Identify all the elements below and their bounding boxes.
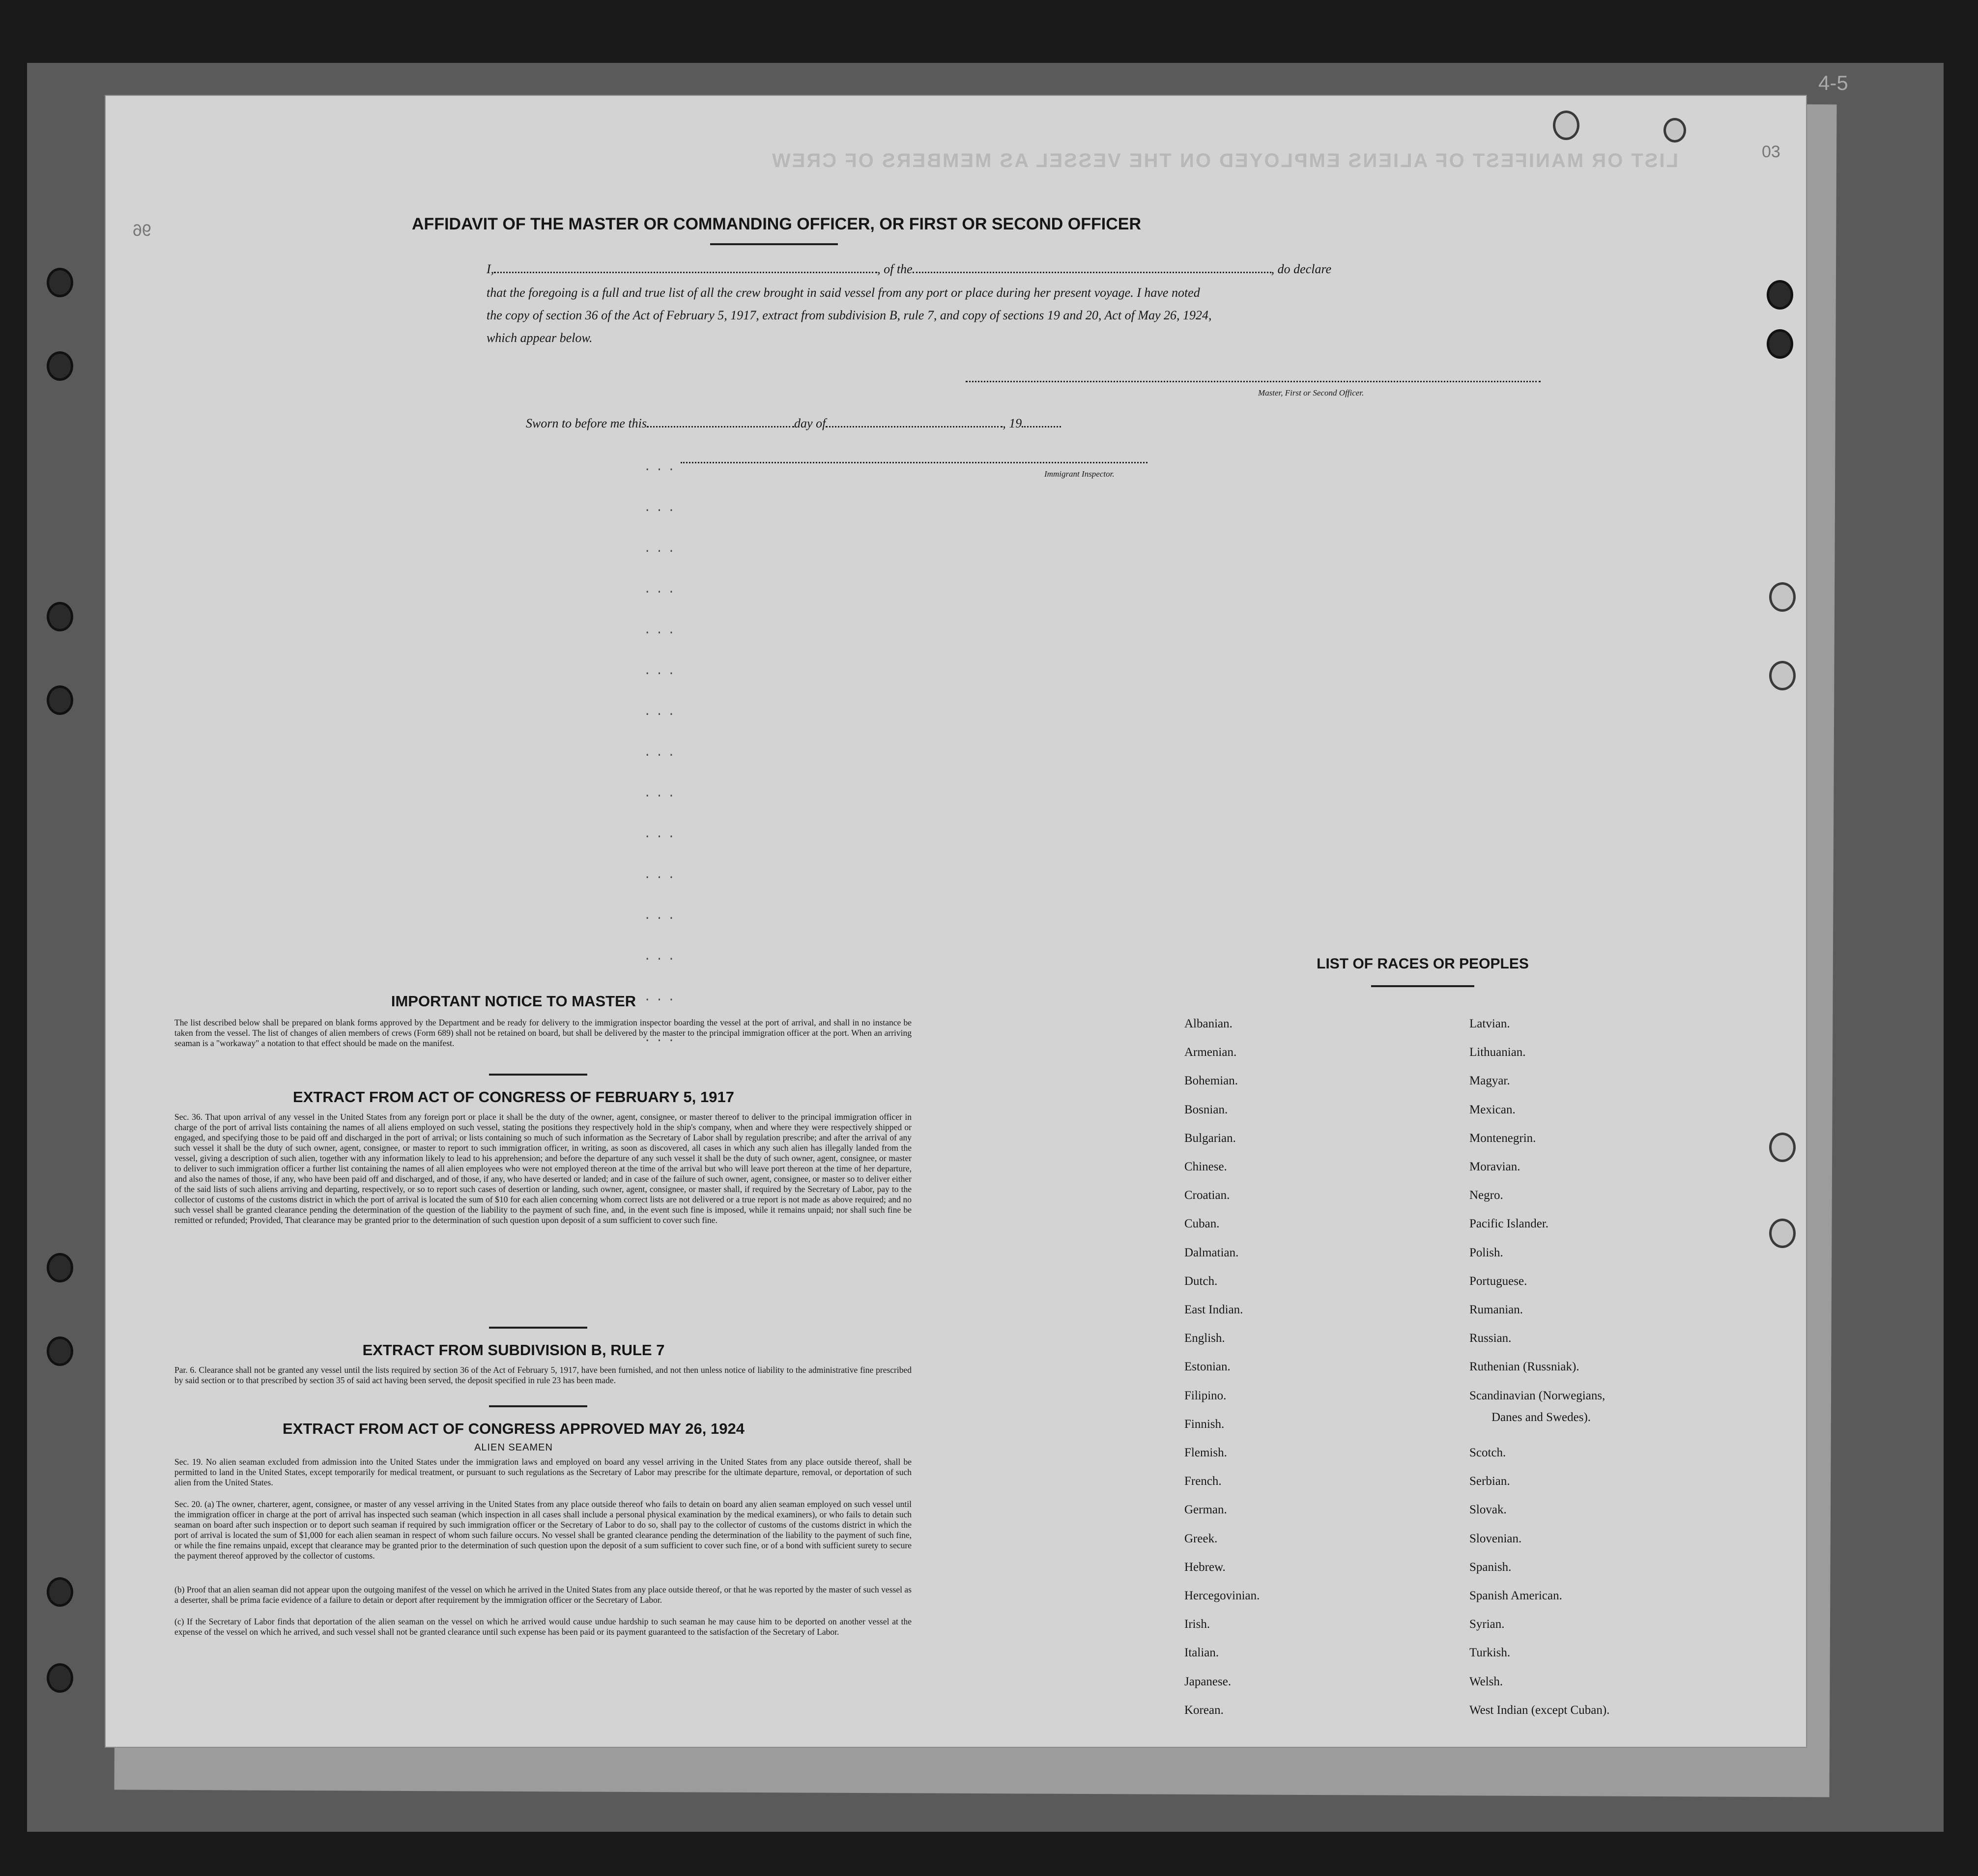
race-item: Moravian. xyxy=(1469,1160,1520,1173)
race-item: Cuban. xyxy=(1184,1217,1220,1231)
extract-1924-title: EXTRACT FROM ACT OF CONGRESS APPROVED MAY 26, 1924 xyxy=(283,1420,745,1437)
race-item: Dalmatian. xyxy=(1184,1246,1239,1259)
extract-rule7-text: Par. 6. Clearance shall not be granted any vessel until the lists required by section 36 of the Act of February 5, 1917, have been furnished, and not then unless notice of liability to the administrative fine prescribed by said section or to that prescribed by section 35 of said act having been served, the deposit specified in rule 23 has been made. xyxy=(174,1365,912,1385)
race-item: Danes and Swedes). xyxy=(1491,1410,1591,1424)
race-item: Irish. xyxy=(1184,1618,1210,1631)
sworn-line xyxy=(487,412,1548,435)
binder-hole xyxy=(47,268,73,297)
races-rule xyxy=(1371,985,1474,987)
affidavit-line-3: the copy of section 36 of the Act of February 5, 1917, extract from subdivision B, rule 7, and copy of sections 19 and 20, Act of May 26, 1924, xyxy=(487,308,1212,322)
race-item: Latvian. xyxy=(1469,1017,1510,1030)
race-item: English. xyxy=(1184,1332,1225,1345)
notice-text: The list described below shall be prepared on blank forms approved by the Department and be ready for delivery to the immigration inspector boarding the vessel at the port of arrival, and shall in no instance be taken from the vessel. The list of changes of alien members of crews (Form 689) shall not be retained on board, but shall be delivered by the master to the principal immigration officer at the port. When an arriving seaman is a "workaway" a notation to that effect should be made on the manifest. xyxy=(174,1018,912,1048)
affidavit-of-label: , of the xyxy=(877,262,913,276)
race-item: Hebrew. xyxy=(1184,1560,1226,1574)
left-margin-number: 96 xyxy=(133,221,151,240)
race-item: Scandinavian (Norwegians, xyxy=(1469,1389,1605,1402)
race-item: Bulgarian. xyxy=(1184,1131,1236,1145)
extract-1924-sec20a: Sec. 20. (a) The owner, charterer, agent, consignee, or master of any vessel arriving in the United States from any place outside thereof who fails to detain on board any alien seaman employed on such vessel until the immigration officer in charge at the port of arrival has inspected such seaman (which inspection in all cases shall include a personal physical examination by the medical examiners), or who fails to detain such seaman on board after such inspection or to deport such seaman if required by such immigration officer or the Secretary of Labor to do so, shall pay to the collector of customs of the customs district in which the port of arrival is located the sum of $1,000 for each alien seaman in respect of whom such failure occurs. No vessel shall be granted clearance pending the determination of the liability to the payment of such fine, or while the fine remains unpaid, except that clearance may be granted prior to the determination of such question upon the deposit of a sum sufficient to cover such fine, or of a bond with sufficient surety to secure the payment thereof approved by the collector of customs. xyxy=(174,1499,912,1561)
binder-hole xyxy=(47,685,73,715)
binder-hole xyxy=(47,351,73,381)
race-item: Magyar. xyxy=(1469,1074,1510,1088)
race-item: Polish. xyxy=(1469,1246,1503,1259)
race-item: Filipino. xyxy=(1184,1389,1227,1402)
race-item: Negro. xyxy=(1469,1189,1503,1202)
binder-hole xyxy=(47,1577,73,1607)
race-item: French. xyxy=(1184,1475,1222,1488)
race-item: Japanese. xyxy=(1184,1675,1232,1688)
extract-1924-sec20c: (c) If the Secretary of Labor finds that deportation of the alien seaman on the vessel on which he arrived would cause undue hardship to such seaman he may cause him to be deported on another vessel at the expense of the vessel on which he arrived, and such vessel shall not be granted clearance until such expense has been paid or its payment guaranteed to the satisfaction of the Secretary of Labor. xyxy=(174,1617,912,1637)
affidavit-line-4: which appear below. xyxy=(487,331,593,345)
race-item: Pacific Islander. xyxy=(1469,1217,1549,1231)
punch-hole xyxy=(1769,1219,1796,1248)
race-item: Italian. xyxy=(1184,1646,1219,1660)
race-item: East Indian. xyxy=(1184,1303,1243,1316)
sworn-year-label: , 19 xyxy=(1003,416,1022,430)
race-item: West Indian (except Cuban). xyxy=(1469,1703,1610,1717)
race-item: Armenian. xyxy=(1184,1046,1237,1059)
title-rule xyxy=(710,243,838,245)
race-item: Croatian. xyxy=(1184,1189,1230,1202)
race-item: Mexican. xyxy=(1469,1103,1516,1116)
race-item: Syrian. xyxy=(1469,1618,1505,1631)
extract-1924-sec19: Sec. 19. No alien seaman excluded from admission into the United States under the immigration laws and employed on board any vessel arriving in the United States from any place outside thereof, shall be permitted to land in the United States, except temporarily for medical treatment, or pursuant to such regulations as the Secretary of Labor may prescribe for the ultimate departure, removal, or deportation of such alien from the United States. xyxy=(174,1457,912,1487)
notice-title: IMPORTANT NOTICE TO MASTER xyxy=(391,993,636,1010)
race-item: Turkish. xyxy=(1469,1646,1511,1660)
race-item: Rumanian. xyxy=(1469,1303,1523,1316)
sworn-prefix: Sworn to before me this xyxy=(526,416,647,430)
sworn-day-label: day of xyxy=(794,416,826,430)
race-item: Spanish American. xyxy=(1469,1589,1562,1602)
extract-1917-text: Sec. 36. That upon arrival of any vessel in the United States from any foreign port or place it shall be the duty of the owner, agent, consignee, or master thereof to deliver to the principal immigration officer in charge of the port of arrival lists containing the names of all aliens employed on such vessel, stating the positions they respectively hold in the ship's company, when and where they were respectively shipped or engaged, and specifying those to be paid off and discharged in the port of arrival; or lists containing so much of such information as the Secretary of Labor shall by regulation prescribe; and after the arrival of any such vessel it shall be the duty of such owner, agent, consignee, or master to report to such immigration officer, in writing, as soon as discovered, all cases in which any such alien has illegally landed from the vessel, giving a description of such alien, together with any information likely to lead to his apprehension; and before the departure of any such vessel it shall be the duty of such owner, agent, consignee, or master to deliver to such immigration officer a further list containing the names of all alien employees who were not employed thereon at the time of the arrival but who will leave port thereon at the time of her departure, and also the names of those, if any, who have been paid off and discharged, and of those, if any, who have deserted or landed; and in case of the failure of such owner, agent, consignee, or master so to deliver either of the said lists of such aliens arriving and departing, respectively, or so to report such cases of desertion or landing, such owner, agent, consignee, or master shall, if required by the Secretary of Labor, pay to the collector of customs of the customs district in which the port of arrival is located the sum of $10 for each alien concerning whom correct lists are not delivered or a true report is not made as above required; and no such vessel shall be granted clearance pending the determination of the question of the liability to the payment of such fine, and, in the event such fine is imposed, while it remains unpaid; nor shall such fine be remitted or refunded; Provided, That clearance may be granted prior to the determination of such question upon deposit of a sum sufficient to cover such fine. xyxy=(174,1112,912,1225)
punch-hole xyxy=(1769,661,1796,690)
binder-hole xyxy=(47,1663,73,1693)
bleed-through-header: LIST OR MANIFEST OF ALIENS EMPLOYED ON THE VESSEL AS MEMBERS OF CREW xyxy=(770,150,1678,171)
race-item: Chinese. xyxy=(1184,1160,1227,1173)
affidavit-title: AFFIDAVIT OF THE MASTER OR COMMANDING OFFICER, OR FIRST OR SECOND OFFICER xyxy=(412,215,1141,233)
race-item: Greek. xyxy=(1184,1532,1218,1545)
punch-hole xyxy=(1767,280,1793,310)
notice-rule xyxy=(489,1074,587,1076)
race-item: Finnish. xyxy=(1184,1417,1225,1431)
race-item: Estonian. xyxy=(1184,1360,1231,1374)
inspector-caption: Immigrant Inspector. xyxy=(1044,469,1115,479)
race-item: Scotch. xyxy=(1469,1446,1506,1459)
race-item: Dutch. xyxy=(1184,1274,1218,1288)
race-item: Hercegovinian. xyxy=(1184,1589,1260,1602)
race-item: Albanian. xyxy=(1184,1017,1233,1030)
race-item: Bosnian. xyxy=(1184,1103,1228,1116)
race-item: Portuguese. xyxy=(1469,1274,1527,1288)
race-item: Slovenian. xyxy=(1469,1532,1522,1545)
manifest-dot-column: ··· ··· ··· ··· ··· ··· ··· ··· ··· ··· ··· ··· ··· ··· ··· xyxy=(644,463,680,1048)
extract-1917-rule xyxy=(489,1327,587,1329)
race-item: Russian. xyxy=(1469,1332,1512,1345)
extract-1924-sec20b: (b) Proof that an alien seaman did not appear upon the outgoing manifest of the vessel on which he arrived in the United States from any place outside thereof, or that he was reported by the master of such vessel as a deserter, shall be prima facie evidence of a failure to detain or deport after requirement by the immigration officer or the Secretary of Labor. xyxy=(174,1585,912,1605)
race-item: Montenegrin. xyxy=(1469,1131,1536,1145)
race-item: German. xyxy=(1184,1503,1227,1517)
binder-hole xyxy=(47,602,73,631)
affidavit-line-2: that the foregoing is a full and true list of all the crew brought in said vessel from any port or place during her present voyage. I have noted xyxy=(487,285,1200,300)
race-item: Bohemian. xyxy=(1184,1074,1238,1088)
race-item: Welsh. xyxy=(1469,1675,1503,1688)
punch-hole xyxy=(1553,111,1579,140)
races-title: LIST OF RACES OR PEOPLES xyxy=(1317,956,1529,972)
extract-1924-subtitle: ALIEN SEAMEN xyxy=(474,1442,553,1453)
punch-hole xyxy=(1769,582,1796,612)
affidavit-i-label: I, xyxy=(487,262,494,276)
affidavit-declare-label: , do declare xyxy=(1271,262,1332,276)
punch-hole xyxy=(1663,118,1686,142)
binder-hole xyxy=(47,1336,73,1366)
extract-rule7-rule xyxy=(489,1405,587,1407)
race-item: Flemish. xyxy=(1184,1446,1227,1459)
race-item: Lithuanian. xyxy=(1469,1046,1526,1059)
inspector-line xyxy=(681,462,1147,463)
race-item: Slovak. xyxy=(1469,1503,1507,1517)
race-item: Serbian. xyxy=(1469,1475,1510,1488)
signature-caption: Master, First or Second Officer. xyxy=(1258,388,1364,398)
signature-line xyxy=(966,381,1541,382)
punch-hole xyxy=(1769,1133,1796,1162)
race-item: Spanish. xyxy=(1469,1560,1512,1574)
race-item: Ruthenian (Russniak). xyxy=(1469,1360,1579,1374)
document-page xyxy=(106,96,1806,1747)
race-item: Korean. xyxy=(1184,1703,1224,1717)
corner-number: 03 xyxy=(1762,142,1780,161)
binder-hole xyxy=(47,1253,73,1282)
affidavit-line-1 xyxy=(487,258,1548,281)
extract-rule7-title: EXTRACT FROM SUBDIVISION B, RULE 7 xyxy=(362,1341,665,1359)
extract-1917-title: EXTRACT FROM ACT OF CONGRESS OF FEBRUARY 5, 1917 xyxy=(293,1088,734,1106)
punch-hole xyxy=(1767,329,1793,359)
top-right-mark: 4-5 xyxy=(1818,71,1848,94)
